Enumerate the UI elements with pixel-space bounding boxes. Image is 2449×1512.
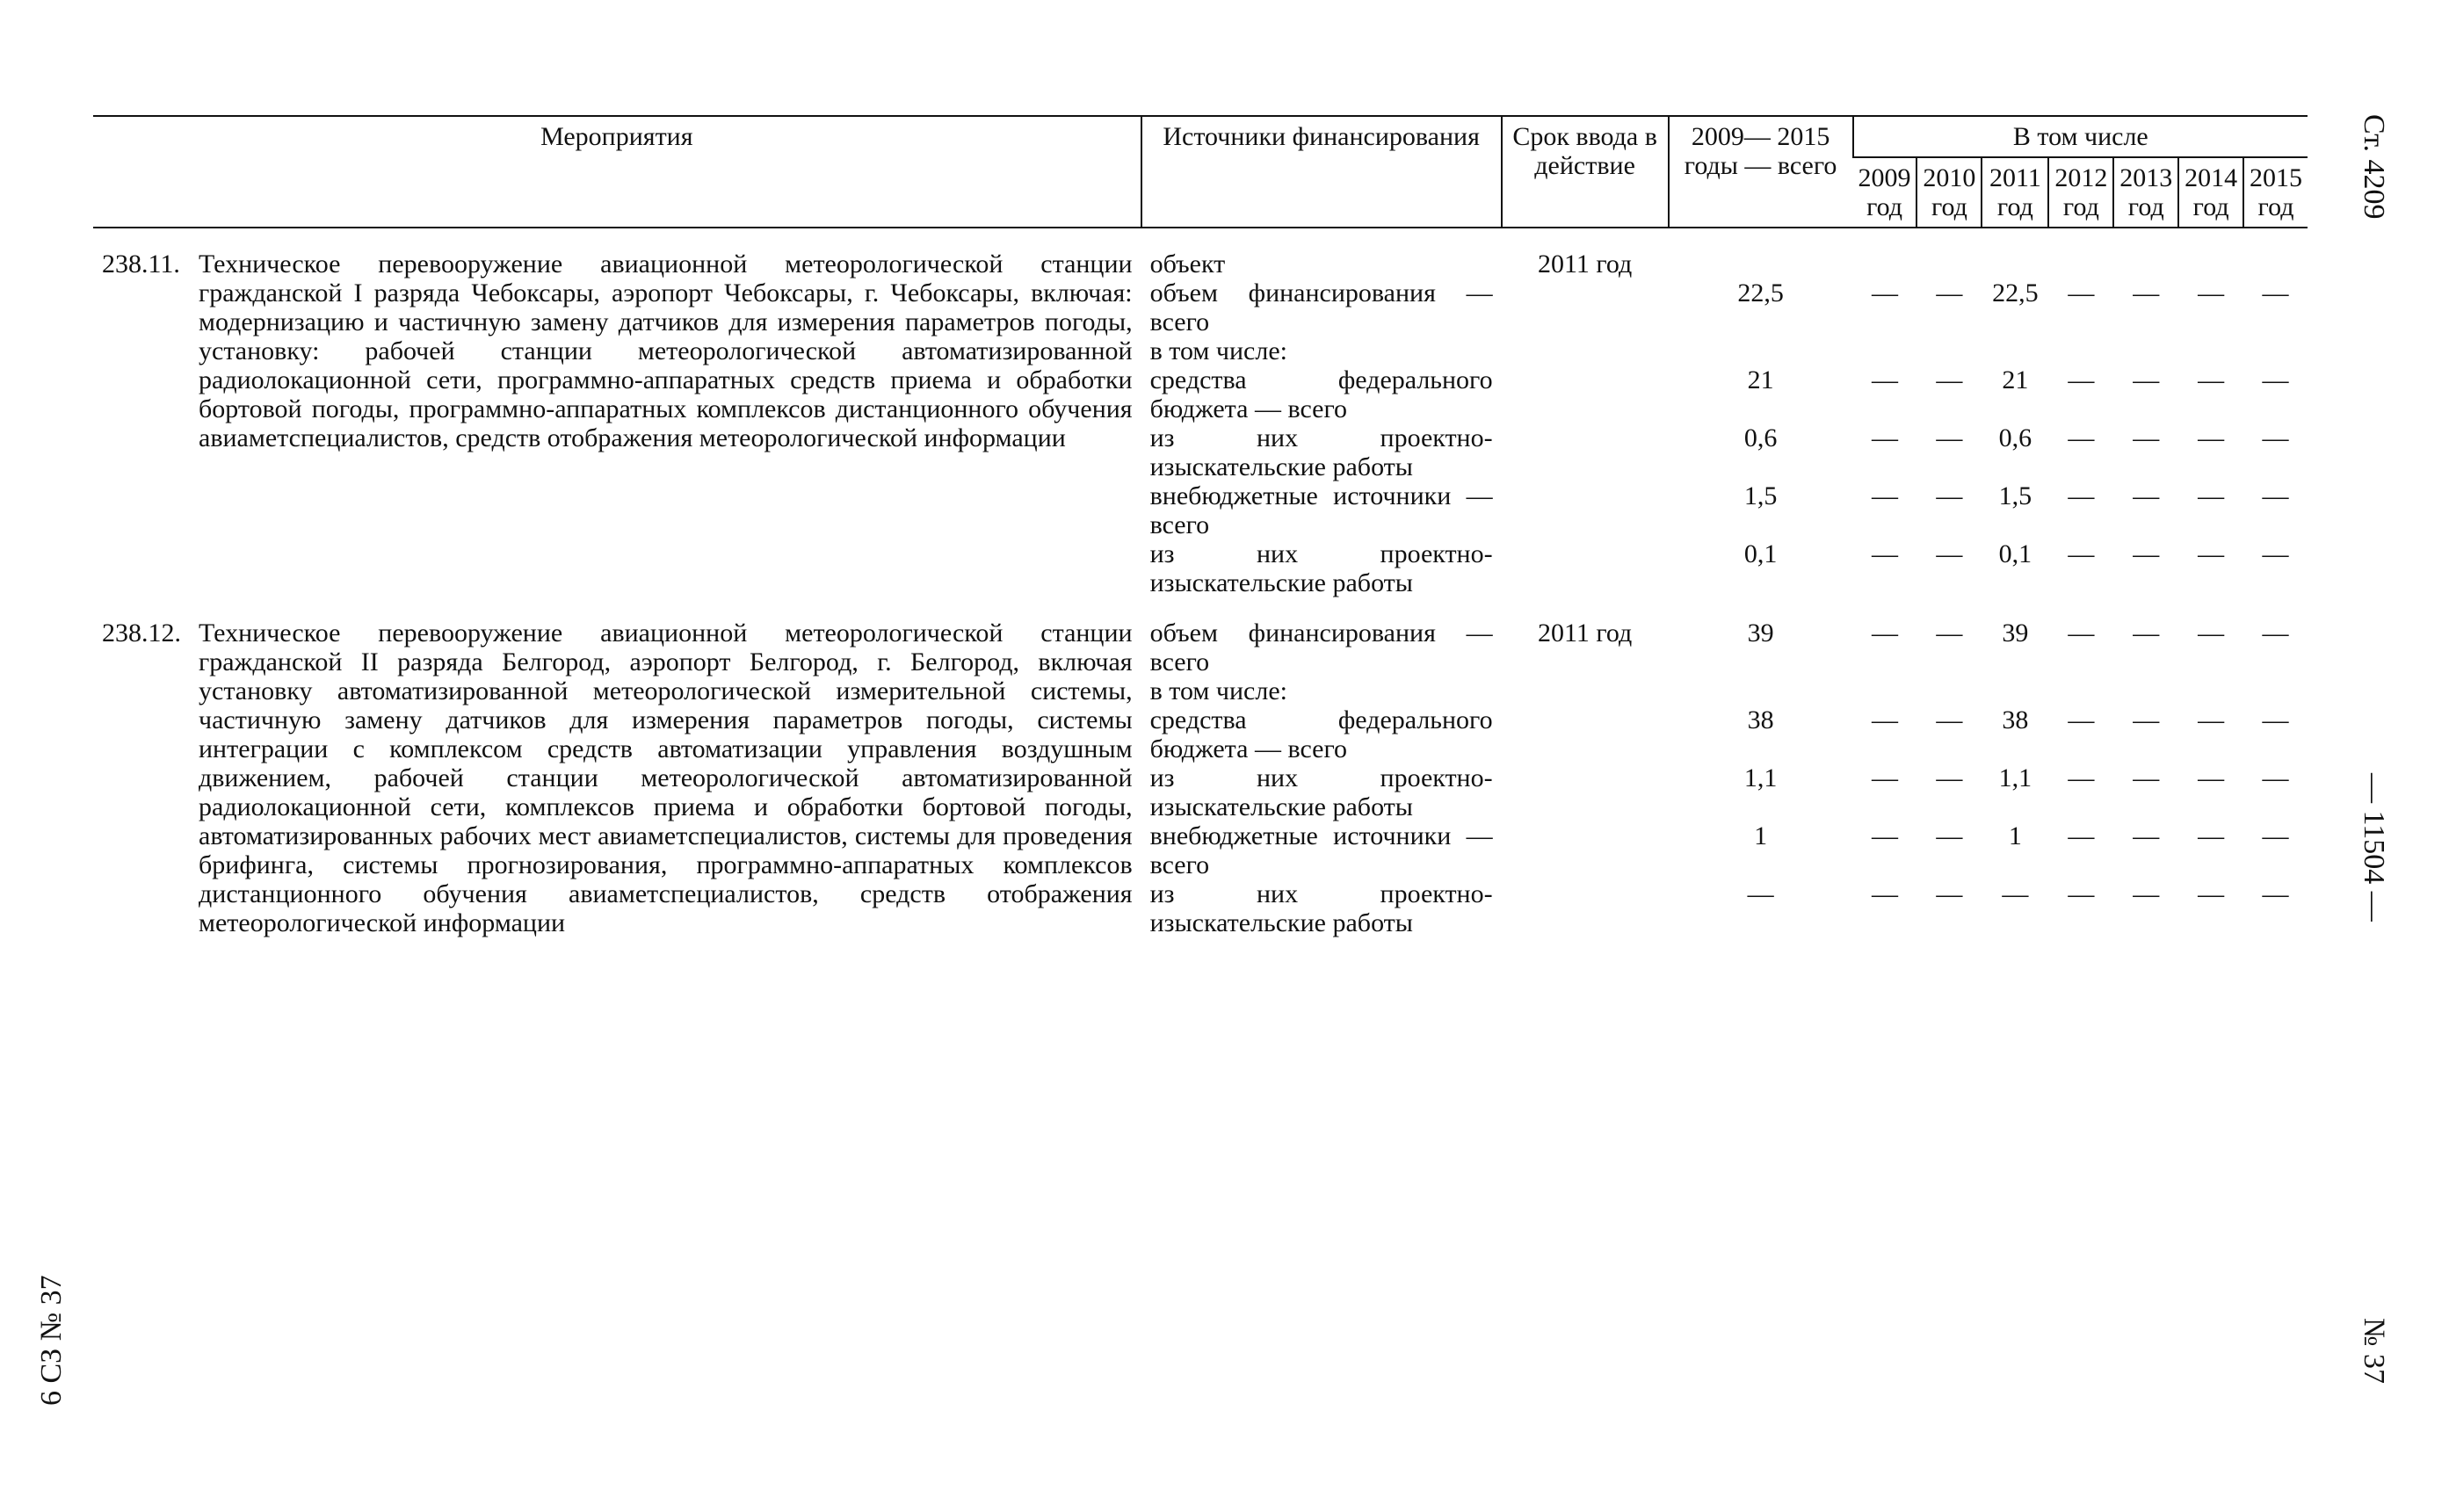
document-body bbox=[93, 115, 2308, 937]
value-year: 0,6 bbox=[1998, 423, 2032, 452]
value-year: — bbox=[2262, 481, 2289, 510]
value-year bbox=[1916, 228, 1982, 279]
value-year: — bbox=[2262, 821, 2289, 850]
value-year: — bbox=[2198, 481, 2225, 510]
value-year: — bbox=[2133, 423, 2160, 452]
value-year bbox=[1853, 336, 1917, 365]
value-year: — bbox=[2133, 619, 2160, 647]
value-year: — bbox=[2198, 879, 2225, 908]
value-year: — bbox=[1872, 821, 1899, 850]
value-year: — bbox=[1872, 279, 1899, 307]
value-total: 1 bbox=[1754, 821, 1768, 850]
value-total: 22,5 bbox=[1737, 279, 1784, 307]
value-year bbox=[2048, 228, 2113, 279]
value-total: 0,6 bbox=[1743, 423, 1778, 452]
value-year: — bbox=[1936, 279, 1963, 307]
value-year: 38 bbox=[2002, 705, 2029, 734]
value-year: — bbox=[2068, 279, 2095, 307]
funding-source: из них проектно-изыскательские работы bbox=[1149, 763, 1493, 821]
value-year: — bbox=[2068, 821, 2095, 850]
value-year: — bbox=[2262, 763, 2289, 792]
value-year: — bbox=[2133, 763, 2160, 792]
value-year: — bbox=[2002, 879, 2029, 908]
header-year: 2009 год bbox=[1853, 157, 1917, 228]
value-year: — bbox=[2068, 879, 2095, 908]
value-year bbox=[1916, 676, 1982, 705]
value-year: — bbox=[1936, 539, 1963, 568]
value-year: — bbox=[2133, 365, 2160, 394]
header-year: 2013 год bbox=[2113, 157, 2178, 228]
value-total: 1,1 bbox=[1743, 763, 1778, 792]
value-year: — bbox=[1872, 481, 1899, 510]
commissioning-term: 2011 год bbox=[1537, 250, 1633, 279]
item-id: 238.12. bbox=[102, 619, 181, 647]
value-year: — bbox=[1872, 423, 1899, 452]
value-year bbox=[2243, 336, 2308, 365]
funding-source: внебюджетные источники — всего bbox=[1149, 821, 1493, 879]
value-year: — bbox=[2068, 365, 2095, 394]
issue-number: № 37 bbox=[2358, 1318, 2390, 1384]
value-year: 21 bbox=[2002, 365, 2029, 394]
value-year: — bbox=[2133, 279, 2160, 307]
value-year: — bbox=[1936, 705, 1963, 734]
value-year: — bbox=[1936, 763, 1963, 792]
value-year: — bbox=[2068, 619, 2095, 647]
value-year: — bbox=[2133, 705, 2160, 734]
value-year: — bbox=[2262, 365, 2289, 394]
value-year: — bbox=[1936, 619, 1963, 647]
funding-source: в том числе: bbox=[1149, 336, 1287, 365]
value-year: — bbox=[1872, 763, 1899, 792]
value-year: — bbox=[2068, 481, 2095, 510]
value-year: — bbox=[2262, 619, 2289, 647]
value-year: — bbox=[2198, 279, 2225, 307]
value-year: — bbox=[2133, 879, 2160, 908]
value-year bbox=[2178, 336, 2243, 365]
value-year: 1,5 bbox=[1998, 481, 2032, 510]
table-row bbox=[93, 597, 2308, 676]
value-year: — bbox=[2198, 539, 2225, 568]
value-year: — bbox=[2262, 279, 2289, 307]
value-year: — bbox=[1936, 481, 1963, 510]
header-year: 2015 год bbox=[2243, 157, 2308, 228]
value-year bbox=[2113, 676, 2178, 705]
value-year: 22,5 bbox=[1992, 279, 2039, 307]
value-year bbox=[2178, 228, 2243, 279]
value-year: 1,1 bbox=[1998, 763, 2032, 792]
value-year bbox=[1916, 336, 1982, 365]
funding-source: средства федерального бюджета — всего bbox=[1149, 705, 1493, 763]
header-year: 2014 год bbox=[2178, 157, 2243, 228]
program-table bbox=[93, 115, 2308, 937]
value-year: — bbox=[2068, 539, 2095, 568]
value-total: 0,1 bbox=[1743, 539, 1778, 568]
page-running-number: — 11504 — bbox=[2358, 773, 2390, 922]
value-year: — bbox=[2068, 705, 2095, 734]
value-year bbox=[2113, 228, 2178, 279]
table-row bbox=[93, 228, 2308, 279]
value-year bbox=[1982, 336, 2048, 365]
funding-source: средства федерального бюджета — всего bbox=[1149, 365, 1493, 423]
header-including: В том числе bbox=[1853, 116, 2308, 157]
value-total: — bbox=[1747, 879, 1774, 908]
value-year: — bbox=[2133, 539, 2160, 568]
funding-source: объект bbox=[1149, 250, 1226, 279]
funding-source: внебюджетные источники — всего bbox=[1149, 481, 1493, 539]
value-year: — bbox=[1872, 365, 1899, 394]
funding-source: объем финансирования — всего bbox=[1149, 619, 1493, 676]
value-year bbox=[2048, 336, 2113, 365]
commissioning-term: 2011 год bbox=[1537, 619, 1633, 647]
value-year: 39 bbox=[2002, 619, 2029, 647]
funding-source: из них проектно-изыскательские работы bbox=[1149, 539, 1493, 597]
value-year bbox=[1853, 228, 1917, 279]
item-description: Техническое перевооружение авиационной метеорологической станции гражданской II разряда Белгород, аэропорт Белгород, г. Белгород, включая установку автоматизированной метеорологической измерительной системы, частичную замену датчиков для измерения параметров погоды, системы интеграции с комплексом средств автоматизации управления воздушным движением, рабочей станции метеорологической автоматизированной радиолокационной сети, комплексов приема и обработки бортовой погоды, автоматизированных рабочих мест авиаметспециалистов, системы для проведения брифинга, системы прогнозирования, программно-аппаратных комплексов дистанционного обучения авиаметспециалистов, средств отображения метеорологической информации bbox=[199, 619, 1133, 937]
header-measures: Мероприятия bbox=[93, 116, 1141, 228]
value-year: — bbox=[2198, 763, 2225, 792]
value-year: — bbox=[2198, 423, 2225, 452]
page-number: Ст. 4209 bbox=[2358, 114, 2390, 220]
value-total: 1,5 bbox=[1743, 481, 1778, 510]
value-year bbox=[2048, 676, 2113, 705]
value-year: — bbox=[1872, 539, 1899, 568]
value-year: — bbox=[1872, 705, 1899, 734]
sheet-mark: 6 СЗ № 37 bbox=[35, 1275, 68, 1406]
value-year: — bbox=[2133, 821, 2160, 850]
value-total: 39 bbox=[1747, 619, 1774, 647]
header-total: 2009— 2015 годы — всего bbox=[1669, 116, 1853, 228]
funding-source: из них проектно-изыскательские работы bbox=[1149, 423, 1493, 481]
value-year bbox=[1853, 676, 1917, 705]
value-total: 21 bbox=[1747, 365, 1774, 394]
header-term: Срок ввода в действие bbox=[1502, 116, 1669, 228]
value-total bbox=[1669, 336, 1853, 365]
value-year: — bbox=[2068, 763, 2095, 792]
value-year: — bbox=[1936, 365, 1963, 394]
value-year: — bbox=[2068, 423, 2095, 452]
value-year: — bbox=[2262, 423, 2289, 452]
value-total bbox=[1669, 676, 1853, 705]
value-total: 38 bbox=[1747, 705, 1774, 734]
header-year: 2010 год bbox=[1916, 157, 1982, 228]
header-sources: Источники финансирования bbox=[1141, 116, 1502, 228]
header-year: 2012 год bbox=[2048, 157, 2113, 228]
value-year: — bbox=[2198, 705, 2225, 734]
value-year: — bbox=[2198, 365, 2225, 394]
value-year: 0,1 bbox=[1998, 539, 2032, 568]
value-year bbox=[1982, 676, 2048, 705]
value-year: — bbox=[1936, 423, 1963, 452]
value-year: — bbox=[1872, 879, 1899, 908]
value-year: — bbox=[1936, 821, 1963, 850]
value-year: — bbox=[2133, 481, 2160, 510]
value-year bbox=[2113, 336, 2178, 365]
value-total bbox=[1669, 228, 1853, 279]
value-year: — bbox=[1936, 879, 1963, 908]
value-year bbox=[2243, 676, 2308, 705]
funding-source: из них проектно-изыскательские работы bbox=[1149, 879, 1493, 937]
funding-source: объем финансирования — всего bbox=[1149, 279, 1493, 336]
value-year: 1 bbox=[2008, 821, 2022, 850]
value-year: — bbox=[2198, 619, 2225, 647]
item-description: Техническое перевооружение авиационной метеорологической станции гражданской I разряда Чебоксары, аэропорт Чебоксары, г. Чебоксары, включая: модернизацию и частичную замену датчиков для измерения параметров погоды, установку: рабочей станции метеорологической автоматизированной радиолокационной сети, программно-аппаратных средств приема и обработки бортовой погоды, программно-аппаратных комплексов дистанционного обучения авиаметспециалистов, средств отображения метеорологической информации bbox=[199, 250, 1133, 452]
value-year: — bbox=[1872, 619, 1899, 647]
funding-source: в том числе: bbox=[1149, 676, 1287, 705]
value-year: — bbox=[2262, 705, 2289, 734]
value-year bbox=[1982, 228, 2048, 279]
value-year: — bbox=[2262, 539, 2289, 568]
item-id: 238.11. bbox=[102, 250, 180, 279]
value-year: — bbox=[2198, 821, 2225, 850]
value-year: — bbox=[2262, 879, 2289, 908]
value-year bbox=[2243, 228, 2308, 279]
header-year: 2011 год bbox=[1982, 157, 2048, 228]
value-year bbox=[2178, 676, 2243, 705]
